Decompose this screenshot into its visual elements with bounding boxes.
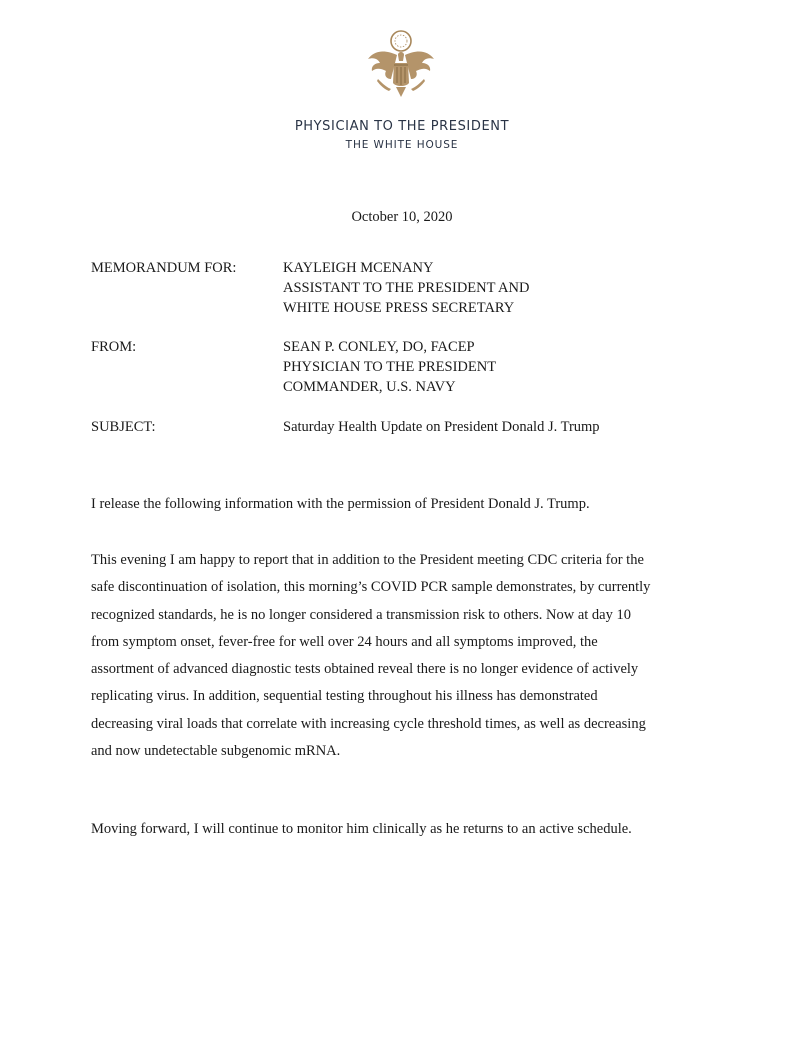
sender-line: COMMANDER, U.S. NAVY [283, 379, 456, 395]
memo-subject-value: Saturday Health Update on President Donald J. Trump [283, 419, 600, 435]
paragraph-line: recognized standards, he is no longer considered a transmission risk to others. Now at day 10 [91, 606, 631, 623]
great-seal-eagle-icon [364, 27, 438, 103]
paragraph-line: and now undetectable subgenomic mRNA. [91, 743, 341, 760]
memo-for-recipient [283, 258, 529, 318]
body-paragraph-3: Moving forward, I will continue to monitor him clinically as he returns to an active schedule. [91, 821, 632, 837]
paragraph-line: safe discontinuation of isolation, this morning’s COVID PCR sample demonstrates, by currently [91, 579, 651, 596]
memo-for-label: MEMORANDUM FOR: [91, 260, 237, 276]
recipient-line: WHITE HOUSE PRESS SECRETARY [283, 300, 515, 316]
paragraph-line: decreasing viral loads that correlate with increasing cycle threshold times, as well as decreasing [91, 715, 646, 732]
letterhead-subtitle: THE WHITE HOUSE [345, 139, 459, 151]
paragraph-line: from symptom onset, fever-free for well over 24 hours and all symptoms improved, the [91, 633, 598, 650]
memo-from-sender [283, 337, 496, 397]
letterhead-title: PHYSICIAN TO THE PRESIDENT [294, 119, 510, 134]
sender-line: SEAN P. CONLEY, DO, FACEP [283, 339, 475, 355]
recipient-line: ASSISTANT TO THE PRESIDENT AND [283, 280, 530, 296]
paragraph-line: replicating virus. In addition, sequential testing throughout his illness has demonstrated [91, 688, 598, 705]
recipient-line: KAYLEIGH MCENANY [283, 260, 434, 276]
memo-subject-label: SUBJECT: [91, 419, 156, 435]
body-paragraph-1: I release the following information with the permission of President Donald J. Trump. [91, 496, 590, 512]
body-paragraph-2 [91, 547, 731, 765]
memo-from-label: FROM: [91, 339, 137, 355]
paragraph-line: assortment of advanced diagnostic tests obtained reveal there is no longer evidence of actively [91, 661, 639, 678]
paragraph-line: This evening I am happy to report that in addition to the President meeting CDC criteria for the [91, 552, 644, 568]
sender-line: PHYSICIAN TO THE PRESIDENT [283, 359, 497, 375]
memo-date: October 10, 2020 [351, 209, 453, 225]
